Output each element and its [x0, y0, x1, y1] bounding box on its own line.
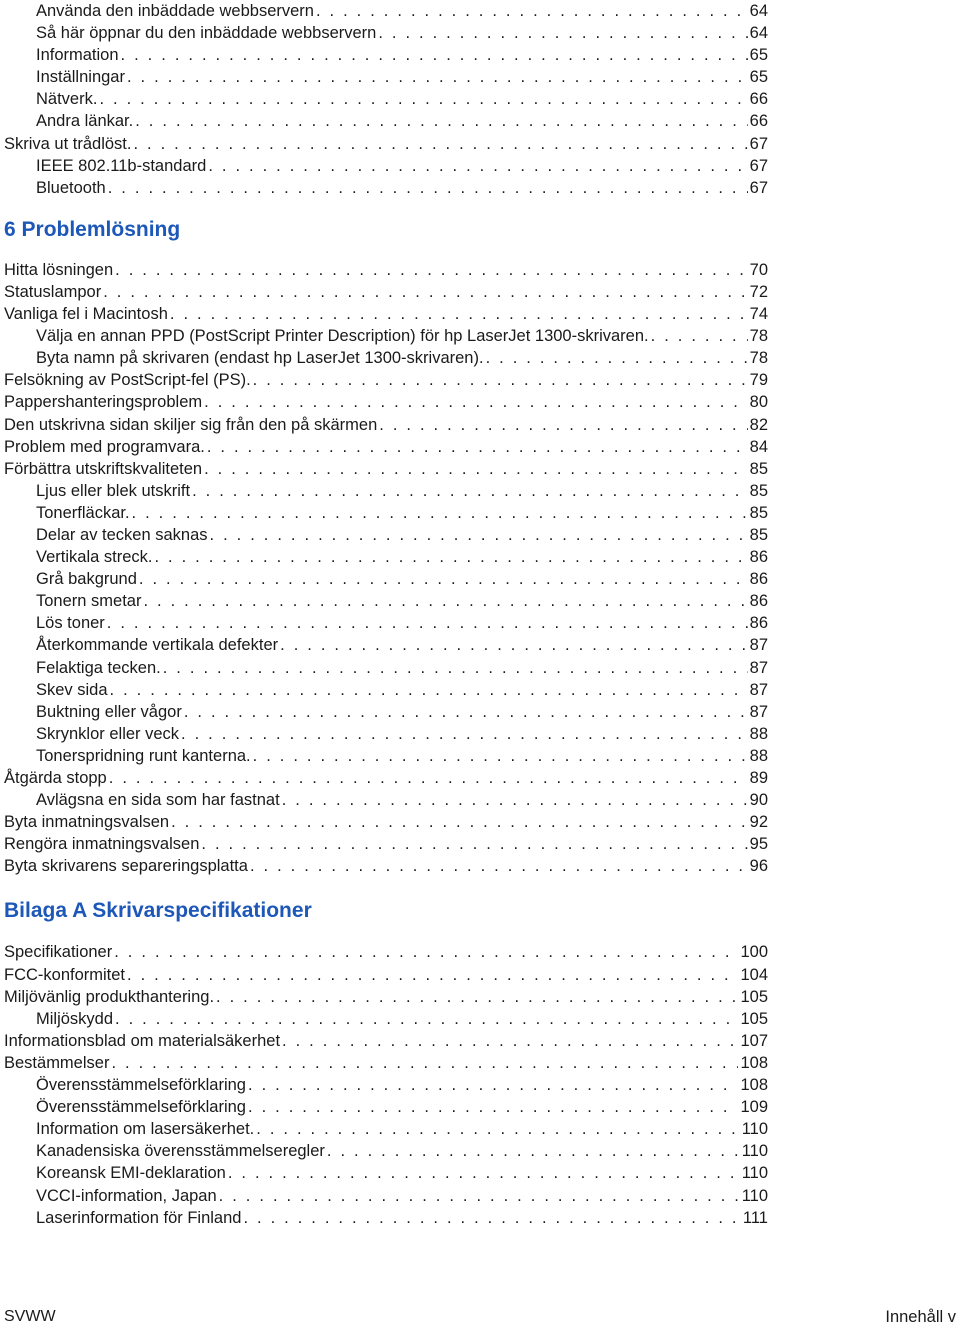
footer-language-code: SVWW: [4, 1308, 56, 1325]
toc-entry[interactable]: [4, 1118, 768, 1140]
toc-entry-title: Använda den inbäddade webbservern: [36, 2, 314, 20]
toc-entry[interactable]: [4, 44, 768, 66]
dot-leader: [163, 657, 748, 679]
dot-leader: [282, 1030, 738, 1052]
toc-entry-page: 105: [740, 1009, 768, 1028]
toc-entry-title: Felsökning av PostScript-fel (PS).: [4, 371, 251, 390]
toc-entry[interactable]: [4, 347, 768, 369]
toc-entry[interactable]: [4, 414, 768, 436]
toc-entry[interactable]: [4, 1207, 768, 1229]
toc-entry-page: 104: [740, 965, 768, 984]
dot-leader: [181, 723, 748, 745]
toc-entry[interactable]: [4, 986, 768, 1008]
toc-entry[interactable]: [4, 436, 768, 458]
toc-entry-page: 79: [749, 371, 768, 390]
dot-leader: [201, 833, 747, 855]
toc-entry[interactable]: [4, 458, 768, 480]
toc-entry-title: Ljus eller blek utskrift: [36, 481, 191, 500]
toc-entry[interactable]: [4, 833, 768, 855]
dot-leader: [192, 480, 748, 502]
toc-entry-page: 64: [749, 24, 768, 43]
toc-entry-page: 110: [741, 1186, 768, 1205]
toc-entry[interactable]: [4, 568, 768, 590]
toc-entry-page: 85: [749, 459, 768, 478]
dot-leader: [282, 789, 748, 811]
toc-entry[interactable]: [4, 657, 768, 679]
dot-leader: [210, 524, 748, 546]
toc-entry-page: 86: [749, 614, 768, 633]
chapter-heading[interactable]: Bilaga A Skrivarspecifikationer: [4, 899, 312, 923]
dot-leader: [219, 1185, 740, 1207]
toc-entry-page: 100: [740, 943, 768, 962]
toc-entry-title: Byta skrivarens separeringsplatta: [4, 857, 248, 876]
toc-entry[interactable]: [4, 941, 768, 963]
dot-leader: [216, 986, 738, 1008]
toc-entry[interactable]: [4, 1140, 768, 1162]
toc-entry-page: 90: [749, 791, 768, 810]
toc-entry[interactable]: [4, 391, 768, 413]
toc-entry-title: Överensstämmelseförklaring: [36, 1076, 246, 1095]
dot-leader: [204, 391, 748, 413]
toc-entry-title: Rengöra inmatningsvalsen: [4, 835, 200, 854]
dot-leader: [486, 347, 748, 369]
toc-entry-title: Pappershanteringsproblem: [4, 393, 203, 412]
dot-leader: [250, 855, 748, 877]
toc-entry[interactable]: [4, 679, 768, 701]
dot-leader: [108, 177, 748, 199]
toc-entry-title: Felaktiga tecken.: [36, 658, 161, 677]
toc-entry-title: FCC-konformitet: [4, 965, 126, 984]
toc-entry-page: 74: [749, 305, 768, 324]
toc-entry-title: Information: [36, 46, 119, 65]
dot-leader: [127, 66, 748, 88]
toc-entry-page: 72: [749, 282, 768, 301]
dot-leader: [228, 1162, 740, 1184]
toc-entry-title: Återkommande vertikala defekter: [36, 636, 279, 655]
dot-leader: [379, 414, 747, 436]
toc-entry-page: 110: [741, 1164, 768, 1183]
dot-leader: [170, 303, 748, 325]
toc-entry-title: Tonerfläckar.: [36, 503, 130, 522]
toc-entry[interactable]: [4, 789, 768, 811]
toc-entry[interactable]: [4, 1052, 768, 1074]
toc-entry-page: 65: [749, 68, 768, 87]
toc-entry-page: 65: [749, 46, 768, 65]
toc-entry-title: Statuslampor: [4, 282, 102, 301]
toc-entry-title: Tonerspridning runt kanterna.: [36, 746, 251, 765]
dot-leader: [109, 767, 748, 789]
dot-leader: [127, 964, 738, 986]
table-of-contents: [4, 0, 768, 1229]
footer-page-number: Innehåll v: [885, 1308, 956, 1326]
dot-leader: [154, 546, 747, 568]
toc-entry-page: 88: [749, 746, 768, 765]
toc-entry[interactable]: [4, 811, 768, 833]
toc-entry-title: Lös toner: [36, 614, 105, 633]
toc-entry-title: Avlägsna en sida som har fastnat: [36, 791, 280, 810]
toc-entry-page: 66: [749, 112, 768, 131]
toc-entry-page: 89: [749, 769, 768, 787]
toc-entry-page: 67: [749, 156, 768, 175]
dot-leader: [133, 133, 747, 155]
toc-entry-page: 87: [749, 702, 768, 721]
toc-entry-page: 109: [740, 1098, 768, 1117]
toc-entry-page: 78: [749, 349, 768, 368]
dot-leader: [103, 281, 747, 303]
dot-leader: [184, 701, 748, 723]
toc-entry[interactable]: [4, 634, 768, 656]
toc-entry-title: Miljövänlig produkthantering.: [4, 987, 215, 1006]
toc-entry-page: 82: [749, 415, 768, 434]
dot-leader: [248, 1074, 738, 1096]
toc-entry[interactable]: [4, 1030, 768, 1052]
toc-entry[interactable]: [4, 964, 768, 986]
toc-entry-title: Den utskrivna sidan skiljer sig från den på skärmen: [4, 415, 378, 434]
toc-entry-title: Specifikationer: [4, 943, 113, 962]
toc-entry-title: Vanliga fel i Macintosh: [4, 305, 168, 324]
dot-leader: [253, 745, 748, 767]
toc-entry[interactable]: [4, 612, 768, 634]
toc-entry-title: Skriva ut trådlöst.: [4, 134, 132, 153]
dot-leader: [204, 458, 748, 480]
toc-entry-title: Informationsblad om materialsäkerhet: [4, 1031, 281, 1050]
toc-entry-page: 107: [740, 1031, 768, 1050]
dot-leader: [378, 22, 747, 44]
toc-entry-page: 80: [749, 393, 768, 412]
toc-entry-title: Andra länkar.: [36, 112, 134, 131]
toc-entry-title: Koreansk EMI-deklaration: [36, 1164, 226, 1183]
toc-entry-title: Byta namn på skrivaren (endast hp LaserJet 1300-skrivaren).: [36, 349, 484, 368]
toc-entry-title: Förbättra utskriftskvaliteten: [4, 459, 203, 478]
toc-entry[interactable]: [4, 133, 768, 155]
toc-entry-title: Inställningar: [36, 68, 125, 87]
dot-leader: [280, 634, 748, 656]
toc-entry-title: Så här öppnar du den inbäddade webbservern: [36, 24, 377, 43]
toc-entry-page: 110: [741, 1120, 768, 1139]
toc-entry[interactable]: [4, 855, 768, 877]
toc-entry-title: Välja en annan PPD (PostScript Printer Description) för hp LaserJet 1300-skrivaren.: [36, 327, 649, 346]
dot-leader: [208, 155, 747, 177]
dot-leader: [115, 1008, 738, 1030]
toc-entry[interactable]: [4, 590, 768, 612]
toc-entry[interactable]: [4, 1185, 768, 1207]
toc-entry-title: Nätverk.: [36, 90, 98, 109]
toc-entry[interactable]: [4, 259, 768, 281]
toc-entry-page: 86: [749, 570, 768, 589]
toc-entry-title: Skrynklor eller veck: [36, 724, 180, 743]
toc-entry[interactable]: [4, 177, 768, 199]
toc-entry-page: 95: [749, 835, 768, 854]
toc-entry-page: 105: [740, 987, 768, 1006]
toc-entry-title: Hitta lösningen: [4, 260, 114, 279]
toc-entry-page: 66: [749, 90, 768, 109]
toc-entry-title: Miljöskydd: [36, 1009, 114, 1028]
dot-leader: [135, 110, 747, 132]
toc-entry-page: 86: [749, 548, 768, 567]
toc-entry-page: 88: [749, 724, 768, 743]
toc-entry-page: 110: [741, 1142, 768, 1161]
toc-entry[interactable]: [4, 66, 768, 88]
dot-leader: [121, 44, 748, 66]
toc-entry-page: 87: [749, 680, 768, 699]
toc-entry-title: Byta inmatningsvalsen: [4, 813, 170, 832]
toc-entry[interactable]: [4, 723, 768, 745]
dot-leader: [256, 1118, 739, 1140]
toc-entry-page: 96: [749, 857, 768, 876]
toc-entry-title: Bluetooth: [36, 178, 106, 197]
toc-entry-page: 87: [749, 636, 768, 655]
dot-leader: [651, 325, 748, 347]
toc-entry[interactable]: [4, 369, 768, 391]
dot-leader: [99, 88, 747, 110]
toc-entry[interactable]: [4, 546, 768, 568]
toc-entry-page: 108: [740, 1076, 768, 1095]
toc-entry[interactable]: [4, 767, 768, 789]
dot-leader: [139, 568, 748, 590]
toc-entry-page: 85: [749, 481, 768, 500]
toc-entry-page: 85: [749, 503, 768, 522]
dot-leader: [110, 679, 748, 701]
toc-entry-page: 67: [749, 178, 768, 197]
dot-leader: [132, 502, 748, 524]
toc-entry[interactable]: [4, 155, 768, 177]
toc-entry[interactable]: [4, 303, 768, 325]
toc-entry[interactable]: [4, 1074, 768, 1096]
dot-leader: [327, 1140, 740, 1162]
toc-entry-page: 67: [749, 134, 768, 153]
dot-leader: [316, 0, 748, 22]
toc-entry-title: Problem med programvara.: [4, 437, 205, 456]
toc-entry-title: Åtgärda stopp: [4, 769, 107, 787]
toc-entry-title: Tonern smetar: [36, 592, 142, 611]
toc-entry-page: 85: [749, 525, 768, 544]
toc-entry-page: 86: [749, 592, 768, 611]
chapter-heading[interactable]: 6 Problemlösning: [4, 217, 181, 241]
dot-leader: [253, 369, 748, 391]
dot-leader: [107, 612, 748, 634]
toc-entry-page: 111: [742, 1208, 768, 1227]
toc-entry[interactable]: [4, 0, 768, 22]
toc-entry-title: Bestämmelser: [4, 1053, 110, 1072]
toc-entry-title: Grå bakgrund: [36, 570, 137, 589]
toc-entry[interactable]: [4, 745, 768, 767]
dot-leader: [143, 590, 747, 612]
toc-entry[interactable]: [4, 325, 768, 347]
toc-entry[interactable]: [4, 88, 768, 110]
toc-entry[interactable]: [4, 1096, 768, 1118]
toc-entry-title: Överensstämmelseförklaring: [36, 1098, 246, 1117]
dot-leader: [114, 941, 738, 963]
toc-entry[interactable]: [4, 701, 768, 723]
dot-leader: [248, 1096, 738, 1118]
toc-entry[interactable]: [4, 110, 768, 132]
toc-entry-page: 84: [749, 437, 768, 456]
toc-entry-title: IEEE 802.11b-standard: [36, 156, 207, 175]
toc-entry[interactable]: [4, 1008, 768, 1030]
toc-entry-title: Vertikala streck.: [36, 548, 153, 567]
toc-entry-title: VCCI-information, Japan: [36, 1186, 217, 1205]
toc-entry[interactable]: [4, 524, 768, 546]
toc-entry-page: 78: [749, 327, 768, 346]
dot-leader: [243, 1207, 740, 1229]
toc-entry[interactable]: [4, 1162, 768, 1184]
toc-entry-page: 87: [749, 658, 768, 677]
toc-entry-title: Kanadensiska överensstämmelseregler: [36, 1142, 325, 1161]
toc-entry[interactable]: [4, 281, 768, 303]
toc-entry[interactable]: [4, 22, 768, 44]
toc-entry-title: Buktning eller vågor: [36, 702, 182, 721]
toc-entry-title: Skev sida: [36, 680, 108, 699]
dot-leader: [115, 259, 747, 281]
toc-entry[interactable]: [4, 502, 768, 524]
toc-entry-page: 70: [749, 260, 768, 279]
toc-entry[interactable]: [4, 480, 768, 502]
dot-leader: [207, 436, 748, 458]
toc-entry-title: Laserinformation för Finland: [36, 1208, 242, 1227]
toc-entry-page: 108: [740, 1053, 768, 1072]
toc-entry-page: 92: [749, 813, 768, 832]
dot-leader: [111, 1052, 738, 1074]
toc-entry-page: 64: [749, 2, 768, 20]
toc-entry-title: Delar av tecken saknas: [36, 525, 208, 544]
toc-entry-title: Information om lasersäkerhet.: [36, 1120, 255, 1139]
dot-leader: [171, 811, 748, 833]
